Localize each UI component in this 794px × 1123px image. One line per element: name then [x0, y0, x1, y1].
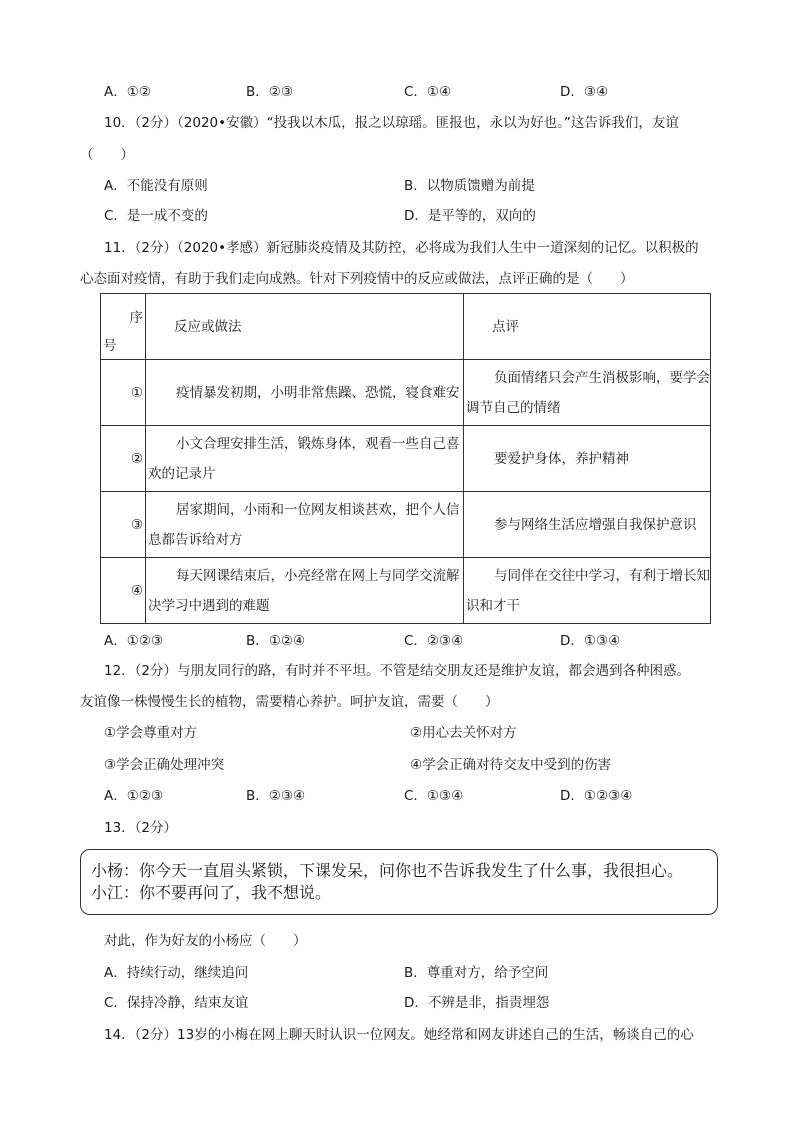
q11-option-b: B．①②④ [246, 633, 306, 649]
table-row [101, 426, 711, 492]
q12-item-4: ④学会正确对待交友中受到的伤害 [410, 757, 612, 773]
q14-stem-line1: 14．（2分）13岁的小梅在网上聊天时认识一位网友。她经常和网友讲述自己的生活，畅谈自己的心 [104, 1027, 694, 1043]
q12-item-1: ①学会尊重对方 [104, 725, 198, 741]
row-action: 居家期间，小雨和一位网友相谈甚欢，把个人信息都告诉给对方 [148, 501, 460, 548]
row-comment: 与同伴在交往中学习，有利于增长知识和才干 [466, 567, 710, 614]
row-number: ④ [101, 558, 146, 624]
q11-option-c: C．②③④ [404, 633, 464, 649]
dialog-line-2: 小江：你不要再问了，我不想说。 [91, 883, 332, 902]
q13-option-b: B．尊重对方，给予空间 [404, 965, 549, 981]
table-header-row [101, 294, 711, 360]
q11-option-a: A．①②③ [104, 633, 164, 649]
dialog-line-1: 小杨：你今天一直眉头紧锁，下课发呆，问你也不告诉我发生了什么事，我很担心。 [91, 861, 684, 880]
q12-stem-line2: 友谊像一株慢慢生长的植物，需要精心养护。呵护友谊，需要（ ） [80, 694, 499, 710]
q13-option-c: C．保持冷静，结束友谊 [104, 995, 249, 1011]
q9-option-a: A．①② [104, 84, 151, 100]
row-comment: 参与网络生活应增强自我保护意识 [494, 516, 697, 533]
q13-dialog-box [80, 849, 718, 915]
q12-item-3: ③学会正确处理冲突 [104, 757, 225, 773]
q10-option-b: B．以物质馈赠为前提 [404, 178, 535, 194]
q11-stem-line1: 11．（2分）（2020•孝感）新冠肺炎疫情及其防控，必将成为我们人生中一道深刻的记忆。以积极的 [104, 240, 699, 256]
q11-stem-line2: 心态面对疫情，有助于我们走向成熟。针对下列疫情中的反应或做法，点评正确的是（ ） [80, 271, 634, 287]
row-action: 小文合理安排生活，锻炼身体，观看一些自己喜欢的记录片 [148, 435, 460, 482]
q13-option-a: A．持续行动，继续追问 [104, 965, 249, 981]
row-comment: 负面情绪只会产生消极影响，要学会调节自己的情绪 [466, 369, 710, 416]
q13-option-d: D．不辨是非，指责埋怨 [404, 995, 550, 1011]
q10-stem-line2: （ ） [80, 147, 134, 163]
row-action: 每天网课结束后，小亮经常在网上与同学交流解决学习中遇到的难题 [148, 567, 460, 614]
q12-option-d: D．①②③④ [560, 788, 633, 804]
header-action-cell [146, 294, 464, 360]
q12-item-2: ②用心去关怀对方 [410, 725, 517, 741]
row-number: ① [101, 360, 146, 426]
row-comment: 要爱护身体，养护精神 [494, 450, 629, 467]
q9-option-b: B．②③ [246, 84, 293, 100]
q10-option-c: C．是一成不变的 [104, 208, 208, 224]
q11-table [100, 293, 711, 624]
q10-option-d: D．是平等的，双向的 [404, 208, 536, 224]
header-number-cell [101, 294, 146, 360]
table-row [101, 492, 711, 558]
table-row [101, 360, 711, 426]
q13-question: 对此，作为好友的小杨应（ ） [104, 933, 307, 949]
header-number-a: 序 [129, 309, 143, 326]
row-action: 疫情暴发初期，小明非常焦躁、恐慌，寝食难安 [176, 384, 460, 401]
row-number: ③ [101, 492, 146, 558]
q12-option-a: A．①②③ [104, 788, 164, 804]
q10-option-a: A．不能没有原则 [104, 178, 208, 194]
q12-option-c: C．①③④ [404, 788, 464, 804]
q12-stem-line1: 12．（2分）与朋友同行的路，有时并不平坦。不管是结交朋友还是维护友谊，都会遇到各种困惑。 [104, 663, 691, 679]
header-comment-cell [464, 294, 711, 360]
q11-option-d: D．①③④ [560, 633, 621, 649]
table-row [101, 558, 711, 624]
q10-stem-line1: 10．（2分）（2020•安徽）“投我以木瓜，报之以琼瑶。匪报也，永以为好也。”这告诉我们，友谊 [104, 115, 679, 131]
header-number-b: 号 [103, 337, 117, 354]
q9-option-d: D．③④ [560, 84, 609, 100]
header-comment: 点评 [492, 318, 519, 335]
header-action: 反应或做法 [174, 318, 242, 335]
row-number: ② [101, 426, 146, 492]
q13-stem: 13．（2分） [104, 820, 178, 836]
q12-option-b: B．②③④ [246, 788, 306, 804]
q9-option-c: C．①④ [404, 84, 452, 100]
